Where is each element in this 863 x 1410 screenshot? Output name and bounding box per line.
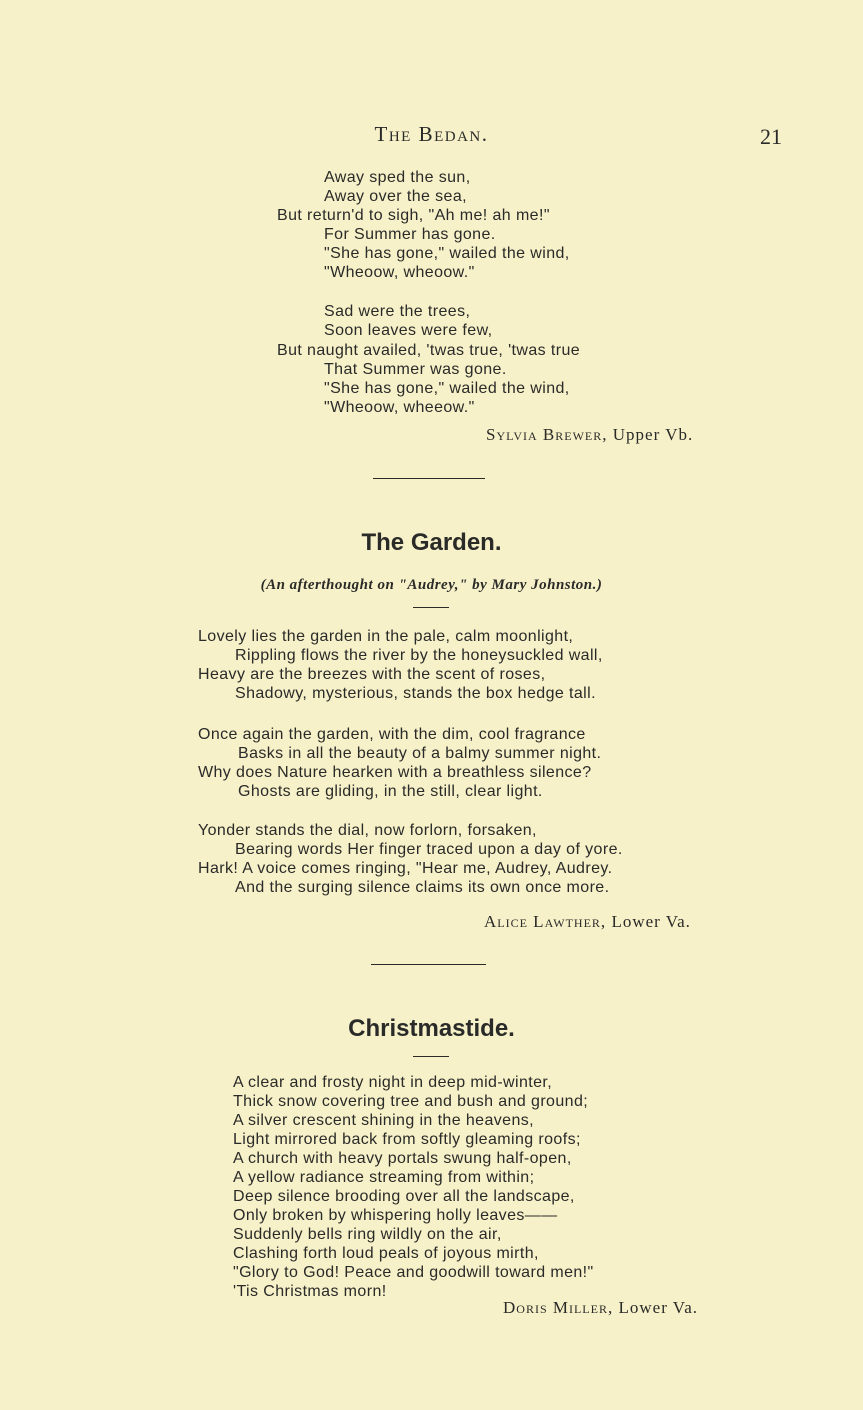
title-rule	[413, 1056, 449, 1057]
poem-line: "Wheoow, wheoow."	[324, 264, 475, 281]
page-number: 21	[760, 124, 782, 149]
author-form: Lower Va.	[611, 912, 691, 931]
poem-line: "Glory to God! Peace and goodwill toward men!"	[233, 1264, 594, 1281]
poem-line: Clashing forth loud peals of joyous mirth,	[233, 1245, 539, 1262]
poem-line: But naught availed, 'twas true, 'twas true	[277, 342, 581, 359]
poem-line: Basks in all the beauty of a balmy summer night.	[238, 745, 602, 762]
poem-line: Rippling flows the river by the honeysuckled wall,	[235, 647, 603, 664]
poem-line: A church with heavy portals swung half-open,	[233, 1150, 572, 1167]
poem-line: "She has gone," wailed the wind,	[324, 380, 570, 397]
author-form: Upper Vb.	[612, 425, 694, 444]
poem-line: And the surging silence claims its own once more.	[235, 879, 610, 896]
poem-line: 'Tis Christmas morn!	[233, 1283, 387, 1300]
poem-author	[484, 912, 691, 932]
running-title: The Bedan.	[374, 122, 489, 146]
poem-title: The Garden.	[361, 529, 502, 556]
poem-line: Ghosts are gliding, in the still, clear light.	[238, 783, 543, 800]
poem-line: "Wheoow, wheeow."	[324, 399, 475, 416]
poem-line: Hark! A voice comes ringing, "Hear me, Audrey, Audrey.	[198, 860, 613, 877]
poem-line: A clear and frosty night in deep mid-winter,	[233, 1074, 553, 1091]
poem-line: Lovely lies the garden in the pale, calm moonlight,	[198, 628, 574, 645]
poem-line: Thick snow covering tree and bush and ground;	[233, 1093, 589, 1110]
poem-line: Away sped the sun,	[324, 169, 471, 186]
poem-line: Away over the sea,	[324, 188, 467, 205]
section-divider	[373, 478, 485, 479]
poem-line: Shadowy, mysterious, stands the box hedge tall.	[235, 685, 596, 702]
poem-author	[486, 425, 693, 445]
author-name: Doris Miller,	[503, 1298, 614, 1317]
poem-line: Yonder stands the dial, now forlorn, forsaken,	[198, 822, 537, 839]
section-divider	[371, 964, 486, 965]
poem-line: Suddenly bells ring wildly on the air,	[233, 1226, 502, 1243]
poem-line: Once again the garden, with the dim, cool fragrance	[198, 726, 586, 743]
poem-line: Bearing words Her finger traced upon a day of yore.	[235, 841, 623, 858]
author-name: Alice Lawther,	[484, 912, 607, 931]
poem-line: A yellow radiance streaming from within;	[233, 1169, 535, 1186]
poem-line: For Summer has gone.	[324, 226, 496, 243]
poem-line: Heavy are the breezes with the scent of roses,	[198, 666, 546, 683]
poem-author	[503, 1298, 698, 1318]
title-rule	[413, 607, 449, 608]
poem-line: But return'd to sigh, "Ah me! ah me!"	[277, 207, 550, 224]
poem-line: That Summer was gone.	[324, 361, 507, 378]
poem-line: Deep silence brooding over all the landscape,	[233, 1188, 575, 1205]
author-name: Sylvia Brewer,	[486, 425, 608, 444]
author-form: Lower Va.	[618, 1298, 698, 1317]
poem-subtitle: (An afterthought on "Audrey," by Mary Johnston.)	[260, 577, 603, 593]
poem-line: A silver crescent shining in the heavens,	[233, 1112, 535, 1129]
poem-line: Light mirrored back from softly gleaming roofs;	[233, 1131, 581, 1148]
poem-line: Soon leaves were few,	[324, 322, 493, 339]
poem-line: Only broken by whispering holly leaves——	[233, 1207, 558, 1224]
poem-line: Why does Nature hearken with a breathless silence?	[198, 764, 592, 781]
poem-line: "She has gone," wailed the wind,	[324, 245, 570, 262]
poem-line: Sad were the trees,	[324, 303, 471, 320]
poem-title: Christmastide.	[348, 1015, 515, 1042]
